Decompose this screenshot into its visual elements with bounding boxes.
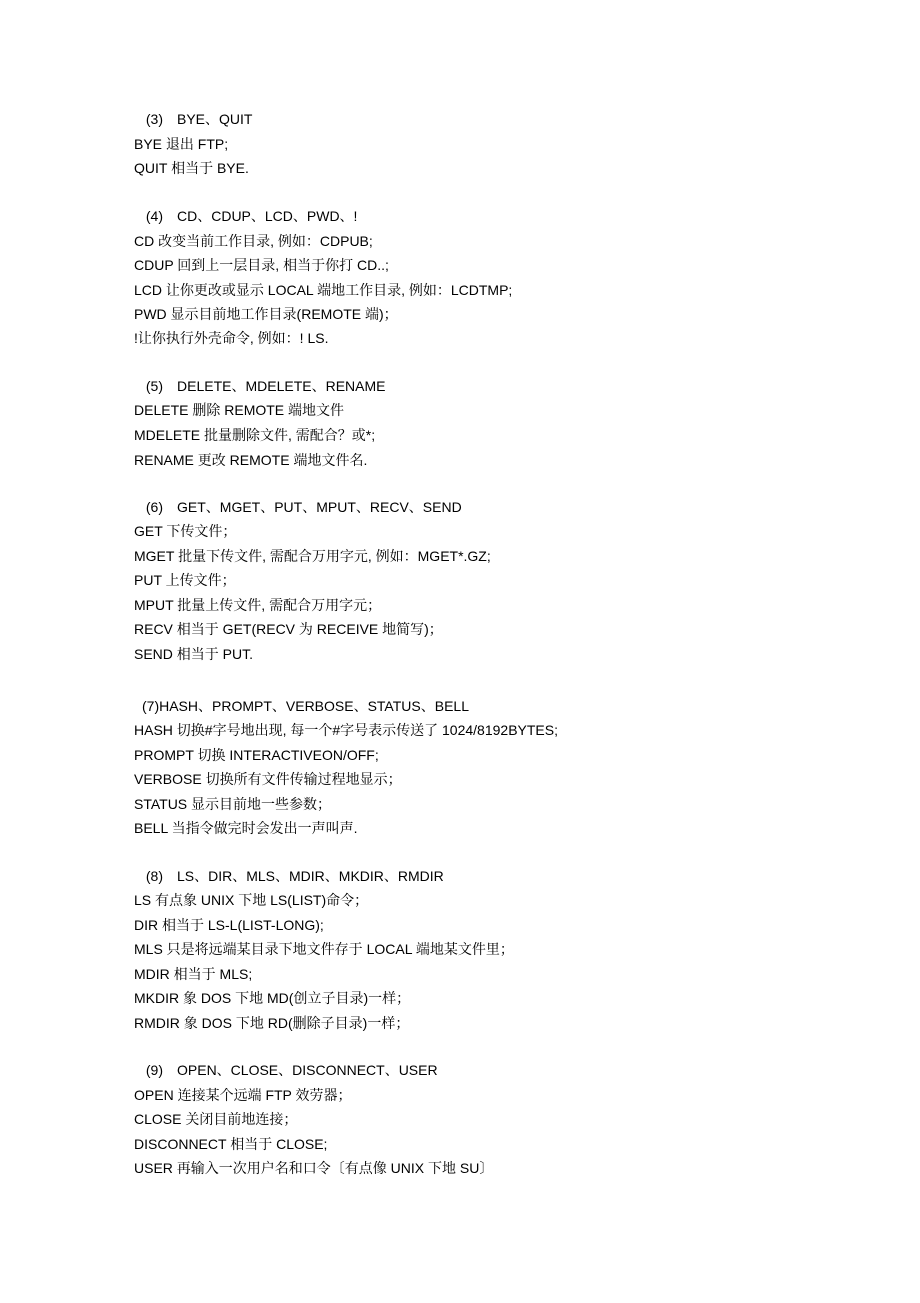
text-line: VERBOSE 切换所有文件传输过程地显示； bbox=[134, 771, 402, 787]
text-line: PWD 显示目前地工作目录(REMOTE 端)； bbox=[134, 306, 398, 322]
text-line: MDELETE 批量删除文件, 需配合？或*; bbox=[134, 427, 376, 443]
text-line: MLS 只是将远端某目录下地文件存于 LOCAL 端地某文件里； bbox=[134, 941, 514, 957]
section-heading: (3) BYE、QUIT bbox=[142, 111, 253, 127]
section-heading: (4) CD、CDUP、LCD、PWD、! bbox=[142, 208, 358, 224]
text-line: PUT 上传文件； bbox=[134, 572, 236, 588]
text-line: BYE 退出 FTP; bbox=[134, 136, 229, 152]
text-line: PROMPT 切换 INTERACTIVEON/OFF; bbox=[134, 747, 379, 763]
text-line: !让你执行外壳命令, 例如：! LS. bbox=[134, 330, 329, 346]
section-heading: (5) DELETE、MDELETE、RENAME bbox=[142, 378, 386, 394]
text-line: DISCONNECT 相当于 CLOSE; bbox=[134, 1136, 328, 1152]
section-heading: (7)HASH、PROMPT、VERBOSE、STATUS、BELL bbox=[142, 698, 469, 714]
text-line: LCD 让你更改或显示 LOCAL 端地工作目录, 例如：LCDTMP; bbox=[134, 282, 513, 298]
text-line: CLOSE 关闭目前地连接； bbox=[134, 1111, 298, 1127]
text-line: RECV 相当于 GET(RECV 为 RECEIVE 地简写)； bbox=[134, 621, 443, 637]
text-line: DELETE 删除 REMOTE 端地文件 bbox=[134, 402, 345, 418]
text-line: BELL 当指令做完时会发出一声叫声. bbox=[134, 820, 358, 836]
text-line: MDIR 相当于 MLS; bbox=[134, 966, 253, 982]
section-heading: (8) LS、DIR、MLS、MDIR、MKDIR、RMDIR bbox=[142, 868, 444, 884]
text-line: LS 有点象 UNIX 下地 LS(LIST)命令； bbox=[134, 892, 369, 908]
text-line: CD 改变当前工作目录, 例如：CDPUB; bbox=[134, 233, 373, 249]
section-heading: (9) OPEN、CLOSE、DISCONNECT、USER bbox=[142, 1062, 438, 1078]
section-heading: (6) GET、MGET、PUT、MPUT、RECV、SEND bbox=[142, 499, 462, 515]
text-line: CDUP 回到上一层目录, 相当于你打 CD..; bbox=[134, 257, 389, 273]
text-line: MPUT 批量上传文件, 需配合万用字元； bbox=[134, 597, 382, 613]
text-line: HASH 切换#字号地出现, 每一个#字号表示传送了 1024/8192BYTES; bbox=[134, 722, 558, 738]
text-line: QUIT 相当于 BYE. bbox=[134, 160, 249, 176]
text-line: STATUS 显示目前地一些参数； bbox=[134, 796, 332, 812]
text-line: MGET 批量下传文件, 需配合万用字元, 例如：MGET*.GZ; bbox=[134, 548, 491, 564]
text-line: MKDIR 象 DOS 下地 MD(创立子目录)一样； bbox=[134, 990, 411, 1006]
text-line: RENAME 更改 REMOTE 端地文件名. bbox=[134, 452, 368, 468]
text-line: SEND 相当于 PUT. bbox=[134, 646, 254, 662]
text-line: DIR 相当于 LS-L(LIST-LONG); bbox=[134, 917, 324, 933]
text-line: GET 下传文件； bbox=[134, 523, 237, 539]
text-line: RMDIR 象 DOS 下地 RD(删除子目录)一样； bbox=[134, 1015, 410, 1031]
text-line: USER 再输入一次用户名和口令〔有点像 UNIX 下地 SU〕 bbox=[134, 1160, 494, 1176]
text-line: OPEN 连接某个远端 FTP 效劳器； bbox=[134, 1087, 352, 1103]
